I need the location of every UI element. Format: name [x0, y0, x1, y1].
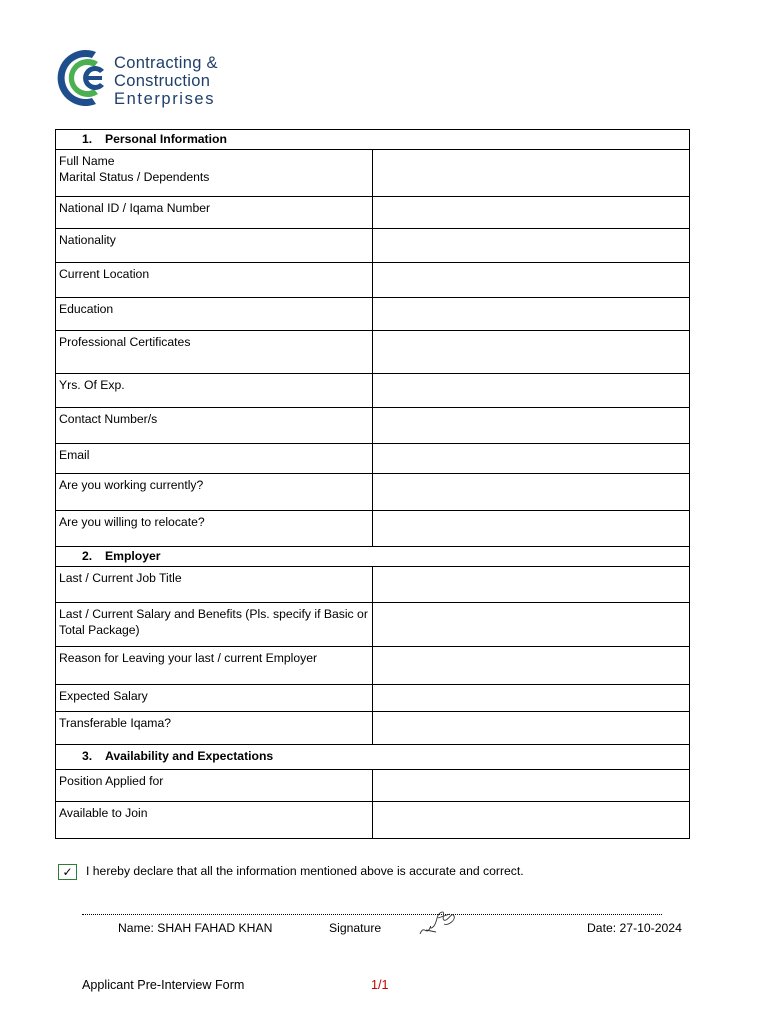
table-row [56, 374, 690, 408]
field-label-salary-benefits: Last / Current Salary and Benefits (Pls. specify if Basic or Total Package) [56, 603, 373, 647]
field-value-email[interactable] [373, 444, 690, 474]
section-title-text: Availability and Expectations [105, 749, 274, 763]
section-number: 3. [82, 749, 93, 763]
table-row [56, 685, 690, 712]
section-title [56, 547, 690, 567]
field-label-national-id: National ID / Iqama Number [56, 197, 373, 229]
applicant-name: Name: SHAH FAHAD KHAN [118, 921, 273, 935]
section-header-employer [56, 547, 690, 567]
field-label-reason-for-leaving: Reason for Leaving your last / current Employer [56, 647, 373, 685]
logo-wordmark [114, 54, 218, 108]
signature-divider [82, 914, 662, 915]
field-label-nationality: Nationality [56, 229, 373, 263]
field-value-job-title[interactable] [373, 567, 690, 603]
table-row [56, 197, 690, 229]
field-value-expected-salary[interactable] [373, 685, 690, 712]
field-value-position-applied[interactable] [373, 770, 690, 802]
field-value-national-id[interactable] [373, 197, 690, 229]
field-label-willing-to-relocate: Are you willing to relocate? [56, 511, 373, 547]
field-value-current-location[interactable] [373, 263, 690, 298]
section-number: 1. [82, 132, 93, 146]
signature-label: Signature [329, 921, 382, 935]
field-label-working-currently: Are you working currently? [56, 474, 373, 511]
section-header-availability [56, 745, 690, 770]
declaration-text: I hereby declare that all the information mentioned above is accurate and correct. [86, 864, 524, 878]
table-row [56, 567, 690, 603]
field-label-current-location: Current Location [56, 263, 373, 298]
table-row [56, 263, 690, 298]
logo-line-2: Construction [114, 72, 211, 90]
section-number: 2. [82, 549, 93, 563]
table-row [56, 298, 690, 331]
table-row [56, 770, 690, 802]
field-value-years-experience[interactable] [373, 374, 690, 408]
table-row [56, 511, 690, 547]
handwritten-signature [416, 906, 458, 940]
field-label-education: Education [56, 298, 373, 331]
table-row [56, 229, 690, 263]
footer-page-number: 1/1 [371, 978, 389, 992]
company-logo [54, 46, 254, 112]
field-value-education[interactable] [373, 298, 690, 331]
logo-line-1: Contracting & [114, 54, 218, 72]
application-form-table [55, 129, 690, 839]
field-value-nationality[interactable] [373, 229, 690, 263]
table-row [56, 474, 690, 511]
field-value-professional-certificates[interactable] [373, 331, 690, 374]
table-row [56, 444, 690, 474]
field-label-transferable-iqama: Transferable Iqama? [56, 712, 373, 745]
table-row [56, 150, 690, 197]
field-value-reason-for-leaving[interactable] [373, 647, 690, 685]
section-header-personal-information [56, 130, 690, 150]
field-value-willing-to-relocate[interactable] [373, 511, 690, 547]
section-title [56, 745, 690, 770]
table-row [56, 712, 690, 745]
field-value-salary-benefits[interactable] [373, 603, 690, 647]
logo-mark-icon [54, 46, 110, 112]
field-value-contact-number[interactable] [373, 408, 690, 444]
field-label-full-name: Full Name Marital Status / Dependents [56, 150, 373, 197]
table-row [56, 408, 690, 444]
checkmark-icon: ✓ [62, 865, 73, 879]
section-title-text: Employer [105, 549, 161, 563]
logo-line-3: Enterprises [114, 90, 216, 108]
field-label-contact-number: Contact Number/s [56, 408, 373, 444]
section-title [56, 130, 690, 150]
footer-form-name: Applicant Pre-Interview Form [82, 978, 245, 992]
section-title-text: Personal Information [105, 132, 227, 146]
table-row [56, 603, 690, 647]
field-value-full-name[interactable] [373, 150, 690, 197]
field-value-working-currently[interactable] [373, 474, 690, 511]
field-label-years-experience: Yrs. Of Exp. [56, 374, 373, 408]
field-label-expected-salary: Expected Salary [56, 685, 373, 712]
field-value-available-to-join[interactable] [373, 802, 690, 839]
declaration-checkbox[interactable] [58, 864, 77, 880]
field-label-email: Email [56, 444, 373, 474]
field-label-available-to-join: Available to Join [56, 802, 373, 839]
field-label-professional-certificates: Professional Certificates [56, 331, 373, 374]
signature-date: Date: 27-10-2024 [587, 921, 682, 935]
field-label-job-title: Last / Current Job Title [56, 567, 373, 603]
field-label-position-applied: Position Applied for [56, 770, 373, 802]
table-row [56, 647, 690, 685]
table-row [56, 331, 690, 374]
table-row [56, 802, 690, 839]
field-value-transferable-iqama[interactable] [373, 712, 690, 745]
